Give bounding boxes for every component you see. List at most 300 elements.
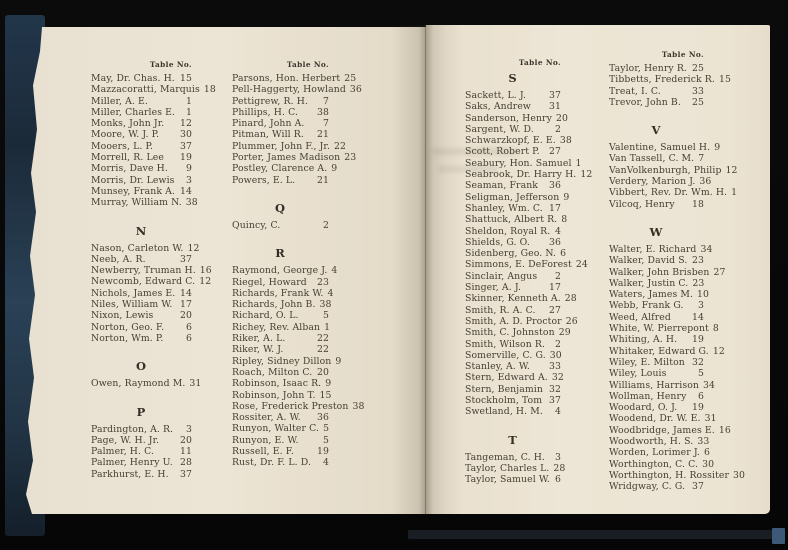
guest-row: [465, 124, 561, 135]
guest-name: Whiting, A. H.: [609, 334, 678, 346]
table-number: 6: [185, 332, 192, 344]
table-number: 21: [316, 129, 329, 141]
table-number: 18: [203, 84, 216, 96]
guest-name: Raymond, George J.: [232, 265, 328, 277]
guest-name: Porter, James Madison: [232, 152, 341, 164]
guest-row: [91, 186, 192, 197]
table-number: 8: [712, 323, 719, 335]
guest-name: Quincy, C.: [232, 219, 281, 231]
section-letter: P: [136, 404, 147, 419]
table-number: 20: [179, 434, 192, 446]
alpha-section: [232, 201, 329, 231]
guest-row: [91, 118, 192, 129]
guest-row: [465, 169, 593, 181]
guest-name: Walter, E. Richard: [609, 243, 697, 255]
guest-row: [91, 141, 192, 152]
guest-row: [232, 299, 332, 311]
book-page-left: [20, 27, 426, 514]
guest-name: Worthington, C. C.: [609, 458, 699, 470]
table-no-header: Table No.: [149, 60, 192, 69]
guest-name: Woodworth, H. S.: [609, 436, 694, 448]
guest-row: [465, 146, 561, 157]
table-number: 4: [554, 225, 561, 237]
table-number: 7: [322, 118, 329, 130]
guest-name: Vibbert, Rev. Dr. Wm. H.: [609, 187, 728, 199]
alpha-section: [91, 405, 192, 480]
guest-name: Sanderson, Henry: [465, 112, 552, 124]
guest-row: [91, 163, 192, 174]
table-number: 21: [316, 174, 329, 186]
guest-name: Shields, G. O.: [465, 236, 530, 248]
guest-name: Webb, Frank G.: [609, 300, 684, 312]
guest-row: [232, 322, 329, 333]
guest-name: Saks, Andrew: [465, 101, 531, 113]
guest-row: [91, 378, 202, 390]
guest-name: Newberry, Truman H.: [91, 265, 196, 277]
table-number: 20: [316, 366, 329, 378]
guest-name: Sargent, W. D.: [465, 123, 534, 135]
guest-name: Postley, Clarence A.: [232, 163, 328, 175]
guest-list-column-3: [465, 58, 593, 486]
guest-name: Walker, David S.: [609, 255, 688, 267]
table-number: 30: [733, 469, 746, 481]
guest-row: [232, 140, 347, 152]
guest-row: [465, 135, 572, 147]
guest-name: Williams, Harrison: [609, 379, 699, 391]
table-number: 27: [548, 304, 561, 316]
table-number: 32: [691, 356, 704, 368]
table-number: 37: [548, 395, 561, 407]
guest-name: Somerville, C. G.: [465, 349, 546, 361]
guest-row: [91, 469, 192, 480]
guest-row: [232, 310, 329, 321]
guest-row: [465, 327, 571, 339]
section-letter: T: [508, 432, 518, 447]
table-number: 38: [185, 197, 198, 209]
table-number: 38: [319, 299, 332, 311]
guest-name: Murray, William N.: [91, 197, 182, 209]
guest-name: Woodend, Dr. W. E.: [609, 413, 701, 425]
table-number: 33: [691, 85, 704, 97]
table-number: 4: [322, 457, 329, 469]
table-number: 24: [575, 259, 588, 271]
table-number: 19: [691, 402, 704, 414]
guest-name: Nason, Carleton W.: [91, 242, 184, 254]
guest-row: [609, 63, 704, 74]
guest-row: [465, 350, 561, 361]
guest-name: Pettigrew, R. H.: [232, 95, 309, 107]
guest-name: Rust, Dr. F. L. D.: [232, 457, 312, 469]
table-number: 5: [322, 310, 329, 322]
table-number: 23: [691, 255, 704, 267]
guest-row: [609, 402, 704, 413]
table-number: 38: [559, 135, 572, 147]
table-number: 12: [187, 242, 200, 254]
table-number: 23: [316, 276, 329, 288]
guest-row: [232, 277, 329, 288]
guest-row: [609, 447, 710, 459]
guest-name: Swetland, H. M.: [465, 406, 543, 418]
guest-row: [609, 97, 704, 108]
guest-name: Mooers, L. P.: [91, 140, 154, 152]
guest-name: Valentine, Samuel H.: [609, 142, 711, 154]
guest-row: [465, 406, 561, 417]
table-number: 1: [731, 187, 738, 199]
table-no-header: Table No.: [661, 50, 704, 59]
table-number: 14: [179, 185, 192, 197]
table-number: 9: [331, 163, 338, 175]
guest-name: Palmer, H. C.: [91, 446, 155, 458]
guest-row: [91, 333, 192, 344]
guest-row: [465, 214, 568, 226]
guest-row: [465, 384, 561, 395]
guest-name: Russell, E. F.: [232, 446, 294, 458]
table-number: 36: [548, 236, 561, 248]
guest-name: Niles, William W.: [91, 299, 173, 311]
guest-name: Stern, Edward A.: [465, 372, 548, 384]
guest-row: [465, 226, 561, 237]
guest-row: [465, 293, 577, 305]
table-number: 25: [691, 96, 704, 108]
guest-row: [609, 86, 704, 97]
guest-name: Sheldon, Royal R.: [465, 225, 551, 237]
guest-row: [232, 107, 329, 118]
table-no-header: Table No.: [286, 60, 329, 69]
guest-row: [91, 242, 200, 254]
table-number: 6: [697, 390, 704, 402]
guest-name: Richards, Frank W.: [232, 287, 324, 299]
guest-name: Taylor, Henry R.: [609, 63, 687, 74]
guest-row: [609, 424, 731, 436]
guest-name: Richey, Rev. Alban: [232, 321, 321, 333]
alpha-section: [609, 224, 746, 493]
guest-name: Norton, Wm. P.: [91, 332, 164, 344]
table-number: 25: [344, 73, 357, 84]
table-number: 12: [199, 276, 212, 288]
guest-row: [91, 73, 192, 84]
guest-row: [465, 259, 588, 271]
table-number: 5: [697, 368, 704, 380]
guest-name: Munsey, Frank A.: [91, 185, 175, 197]
table-number: 3: [554, 451, 561, 463]
guest-name: Runyon, E. W.: [232, 434, 299, 446]
guest-row: [465, 282, 561, 293]
guest-row: [609, 323, 719, 335]
guest-name: Sinclair, Angus: [465, 270, 538, 282]
table-number: 37: [548, 90, 561, 101]
table-number: 9: [563, 191, 570, 203]
table-number: 2: [554, 270, 561, 282]
guest-row: [609, 142, 721, 154]
guest-list-column-2: [232, 60, 365, 469]
table-number: 2: [554, 123, 561, 135]
guest-row: [609, 391, 704, 402]
guest-row: [465, 339, 561, 350]
guest-row: [232, 118, 329, 129]
table-number: 12: [725, 164, 738, 176]
table-number: 23: [692, 277, 705, 289]
guest-name: Newcomb, Edward C.: [91, 276, 196, 288]
guest-name: Sidenberg, Geo. N.: [465, 248, 557, 260]
guest-name: Pardington, A. R.: [91, 423, 174, 435]
guest-name: Moore, W. J. P.: [91, 129, 160, 141]
table-number: 28: [179, 457, 192, 469]
table-number: 37: [179, 140, 192, 152]
guest-name: Pell-Haggerty, Howland: [232, 84, 346, 96]
guest-name: Smith, C. Johnston: [465, 327, 555, 339]
guest-name: Shattuck, Albert R.: [465, 214, 558, 226]
guest-row: [232, 129, 329, 140]
guest-name: Seabrook, Dr. Harry H.: [465, 169, 577, 181]
guest-name: Page, W. H. Jr.: [91, 434, 160, 446]
alpha-section: [91, 359, 202, 390]
guest-row: [232, 265, 338, 277]
table-number: 30: [702, 458, 715, 470]
table-number: 4: [554, 406, 561, 418]
guest-name: Wiley, E. Milton: [609, 356, 685, 368]
guest-name: Tibbetts, Frederick R.: [609, 74, 715, 86]
guest-row: [232, 73, 357, 84]
table-number: 12: [712, 345, 725, 357]
guest-name: Seligman, Jefferson: [465, 191, 560, 203]
guest-row: [465, 112, 568, 124]
table-number: 2: [554, 338, 561, 350]
table-number: 3: [185, 423, 192, 435]
guest-row: [232, 412, 329, 423]
guest-name: Weed, Alfred: [609, 311, 671, 323]
guest-name: Woodbridge, James E.: [609, 424, 715, 436]
guest-row: [91, 265, 212, 277]
table-number: 18: [691, 198, 704, 210]
alpha-section: [232, 246, 365, 469]
guest-row: [232, 423, 329, 434]
table-number: 32: [548, 383, 561, 395]
guest-row: [91, 254, 192, 265]
guest-row: [232, 96, 329, 107]
guest-name: Treat, I. C.: [609, 85, 661, 97]
guest-row: [465, 474, 561, 485]
guest-name: Tangeman, C. H.: [465, 451, 545, 463]
table-number: 9: [185, 163, 192, 175]
guest-name: Miller, Charles E.: [91, 106, 176, 118]
guest-name: Vilcoq, Henry: [609, 198, 675, 210]
table-number: 14: [691, 311, 704, 323]
guest-name: Seabury, Hon. Samuel: [465, 157, 572, 169]
alpha-section: [609, 63, 731, 108]
guest-row: [609, 289, 710, 301]
table-number: 4: [327, 287, 334, 299]
guest-name: Simmons, E. DeForest: [465, 259, 572, 271]
guest-row: [465, 305, 561, 316]
guest-row: [609, 345, 725, 357]
guest-name: Shanley, Wm. C.: [465, 202, 543, 214]
table-number: 28: [564, 293, 577, 305]
table-number: 5: [322, 434, 329, 446]
table-number: 28: [553, 462, 566, 474]
table-number: 6: [703, 447, 710, 459]
book-gutter-crease: [425, 25, 426, 514]
guest-name: Taylor, Samuel W.: [465, 474, 550, 486]
guest-name: Richards, John B.: [232, 299, 316, 311]
guest-row: [609, 379, 716, 391]
guest-name: Sackett, L. J.: [465, 90, 527, 101]
guest-row: [232, 378, 332, 390]
guest-row: [232, 355, 342, 367]
guest-row: [232, 84, 362, 96]
table-number: 38: [352, 400, 365, 412]
guest-name: Smith, Wilson R.: [465, 338, 545, 350]
guest-row: [232, 175, 329, 186]
guest-row: [91, 310, 192, 321]
guest-row: [91, 152, 192, 163]
table-number: 5: [323, 423, 330, 435]
guest-name: Taylor, Charles L.: [465, 462, 550, 474]
table-number: 23: [344, 152, 357, 164]
table-number: 1: [324, 321, 331, 333]
table-number: 22: [316, 333, 329, 345]
table-number: 34: [703, 379, 716, 391]
guest-name: Owen, Raymond M.: [91, 378, 186, 390]
guest-name: VanVolkenburgh, Philip: [609, 164, 722, 176]
guest-name: Nixon, Lewis: [91, 310, 154, 322]
table-number: 7: [698, 153, 705, 165]
section-letter: R: [275, 246, 286, 261]
table-number: 22: [334, 140, 347, 152]
guest-row: [609, 74, 731, 86]
guest-name: Pitman, Will R.: [232, 129, 304, 141]
alpha-section: [609, 123, 738, 210]
guest-row: [232, 435, 329, 446]
guest-row: [465, 237, 561, 248]
guest-row: [609, 199, 704, 210]
table-number: 36: [548, 180, 561, 192]
guest-name: Morris, Dr. Lewis: [91, 174, 175, 186]
guest-name: Richard, O. L.: [232, 310, 299, 322]
guest-row: [91, 107, 192, 118]
guest-row: [91, 276, 212, 288]
guest-name: Robinson, John T.: [232, 389, 316, 401]
guest-row: [232, 344, 329, 355]
guest-name: Morrell, R. Lee: [91, 152, 164, 164]
guest-name: Morris, Dave H.: [91, 163, 168, 175]
guest-name: Riegel, Howard: [232, 276, 307, 288]
table-number: 9: [714, 142, 721, 154]
guest-row: [465, 361, 561, 372]
guest-name: Wiley, Louis: [609, 368, 667, 380]
table-number: 12: [580, 169, 593, 181]
guest-row: [232, 163, 338, 175]
page-stack-edge: [408, 530, 782, 539]
guest-name: Singer, A. J.: [465, 282, 522, 294]
guest-name: Monks, John Jr.: [91, 118, 165, 130]
table-number: 14: [179, 287, 192, 299]
guest-list-column-4: [609, 50, 746, 493]
table-number: 27: [713, 266, 726, 278]
guest-row: [91, 84, 216, 96]
guest-name: Robinson, Isaac R.: [232, 378, 322, 390]
guest-row: [465, 248, 567, 260]
guest-name: Plummer, John F., Jr.: [232, 140, 331, 152]
table-number: 31: [189, 378, 202, 390]
section-letter: W: [649, 224, 664, 239]
guest-row: [91, 175, 192, 186]
guest-name: Pinard, John A.: [232, 118, 305, 130]
guest-row: [609, 266, 726, 278]
guest-name: Worthington, H. Rossiter: [609, 469, 730, 481]
table-number: 19: [179, 152, 192, 164]
guest-name: Schwarzkopf, E. E.: [465, 135, 556, 147]
table-number: 32: [551, 372, 564, 384]
guest-name: Riker, W. J.: [232, 344, 284, 356]
table-number: 8: [561, 214, 568, 226]
table-number: 30: [549, 349, 562, 361]
guest-row: [609, 176, 712, 188]
table-number: 6: [554, 474, 561, 486]
table-number: 33: [697, 436, 710, 448]
table-number: 29: [558, 327, 571, 339]
guest-name: Parsons, Hon. Herbert: [232, 73, 341, 84]
table-number: 33: [548, 361, 561, 373]
guest-name: Wridgway, C. G.: [609, 481, 686, 493]
guest-row: [609, 458, 715, 470]
table-number: 17: [548, 282, 561, 294]
alpha-section: [232, 73, 362, 186]
guest-name: Smith, A. D. Proctor: [465, 315, 562, 327]
guest-row: [91, 288, 192, 299]
guest-row: [232, 287, 334, 299]
guest-row: [609, 469, 746, 481]
guest-name: Whitaker, Edward G.: [609, 345, 709, 357]
guest-name: Waters, James M.: [609, 289, 694, 301]
guest-row: [609, 187, 738, 199]
guest-name: Neeb, A. R.: [91, 253, 146, 265]
guest-name: Stanley, A. W.: [465, 361, 530, 373]
guest-name: Roach, Milton C.: [232, 366, 313, 378]
guest-name: Powers, E. L.: [232, 174, 296, 186]
guest-row: [465, 157, 582, 169]
guest-name: Walker, Justin C.: [609, 277, 689, 289]
table-number: 3: [697, 300, 704, 312]
guest-name: Ripley, Sidney Dillon: [232, 355, 332, 367]
guest-row: [609, 278, 704, 289]
guest-name: Walker, John Brisben: [609, 266, 710, 278]
guest-row: [609, 255, 704, 266]
table-number: 9: [335, 355, 342, 367]
guest-row: [232, 333, 329, 344]
table-number: 36: [349, 84, 362, 96]
table-number: 3: [185, 174, 192, 186]
table-number: 30: [179, 129, 192, 141]
guest-row: [232, 367, 329, 378]
guest-row: [465, 452, 561, 463]
guest-row: [609, 334, 704, 345]
alpha-section: [91, 223, 212, 345]
guest-name: Rossiter, A. W.: [232, 412, 301, 424]
section-letter: Q: [274, 200, 287, 215]
guest-row: [609, 368, 704, 379]
guest-name: Verdery, Marion J.: [609, 176, 696, 188]
table-number: 2: [322, 219, 329, 231]
guest-name: Norton, Geo. F.: [91, 321, 165, 333]
guest-row: [609, 481, 704, 492]
table-number: 6: [560, 248, 567, 260]
guest-row: [465, 395, 561, 406]
guest-row: [609, 300, 704, 311]
guest-row: [465, 180, 561, 191]
section-letter: N: [135, 223, 148, 238]
guest-name: Stockholm, Tom: [465, 395, 543, 407]
section-letter: V: [651, 123, 662, 138]
